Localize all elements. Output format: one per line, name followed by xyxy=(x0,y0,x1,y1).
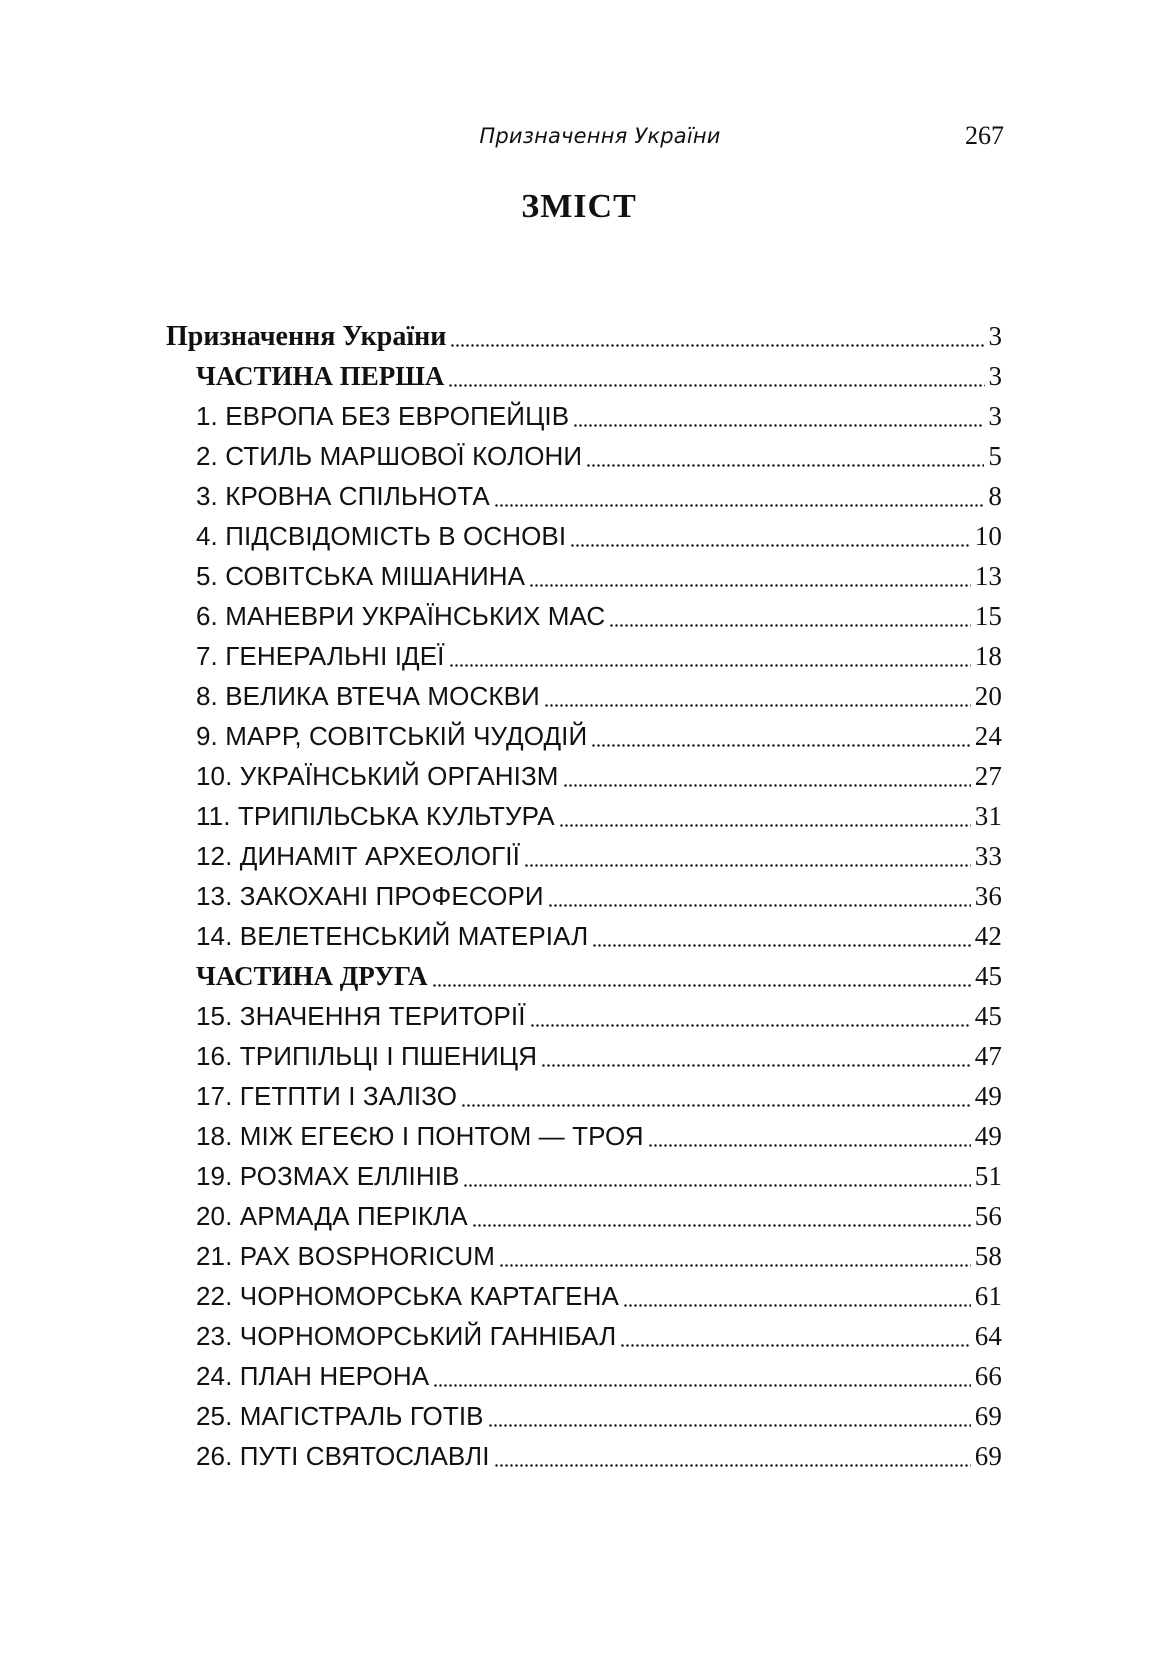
toc-entry-part[interactable] xyxy=(166,356,1002,396)
toc-entry-title: 2. СТИЛЬ МАРШОВОЇ КОЛОНИ xyxy=(196,441,583,471)
dot-leader xyxy=(648,1141,971,1149)
toc-entry-page-number: 3 xyxy=(988,361,1002,391)
dot-leader xyxy=(570,541,971,549)
toc-entry-title: 21. PAX BOSPHORICUM xyxy=(196,1241,496,1271)
toc-entry-title: 7. ГЕНЕРАЛЬНІ ІДЕЇ xyxy=(196,641,445,671)
toc-entry-page-number: 36 xyxy=(974,881,1002,911)
toc-entry-chapter[interactable] xyxy=(166,916,1002,956)
toc-entry-title: 17. ГЕТПТИ І ЗАЛІЗО xyxy=(196,1081,458,1111)
toc-entry-page-number: 31 xyxy=(974,801,1002,831)
toc-entry-title: 24. ПЛАН НЕРОНА xyxy=(196,1361,430,1391)
dot-leader xyxy=(529,581,971,589)
toc-entry-page-number: 45 xyxy=(975,961,1002,991)
dot-leader xyxy=(463,1181,970,1189)
toc-entry-title: 16. ТРИПІЛЬЦІ І ПШЕНИЦЯ xyxy=(196,1041,538,1071)
toc-entry-chapter[interactable] xyxy=(166,1196,1002,1236)
dot-leader xyxy=(541,1061,971,1069)
toc-entry-title: 20. АРМАДА ПЕРІКЛА xyxy=(196,1201,468,1231)
toc-entry-page-number: 49 xyxy=(974,1121,1002,1151)
toc-entry-page-number: 13 xyxy=(974,561,1002,591)
toc-entry-title: 25. МАГІСТРАЛЬ ГОТІВ xyxy=(196,1401,484,1431)
toc-entry-top[interactable] xyxy=(166,316,1002,356)
toc-entry-chapter[interactable] xyxy=(166,996,1002,1036)
toc-entry-chapter[interactable] xyxy=(166,1316,1002,1356)
toc-entry-chapter[interactable] xyxy=(166,396,1002,436)
toc-entry-chapter[interactable] xyxy=(166,1236,1002,1276)
toc-entry-title: 3. КРОВНА СПІЛЬНОТА xyxy=(196,481,490,511)
table-of-contents xyxy=(166,316,1002,1476)
toc-entry-title: 12. ДИНАМІТ АРХЕОЛОГІЇ xyxy=(196,841,520,871)
toc-entry-title: 19. РОЗМАХ ЕЛЛІНІВ xyxy=(196,1161,460,1191)
dot-leader xyxy=(623,1301,971,1309)
toc-entry-title: 23. ЧОРНОМОРСЬКИЙ ГАННІБАЛ xyxy=(196,1321,617,1351)
running-title: Призначення України xyxy=(479,124,721,148)
dot-leader xyxy=(432,981,971,989)
toc-entry-chapter[interactable] xyxy=(166,1276,1002,1316)
toc-entry-chapter[interactable] xyxy=(166,836,1002,876)
dot-leader xyxy=(548,901,971,909)
toc-entry-chapter[interactable] xyxy=(166,1396,1002,1436)
toc-entry-title: 14. ВЕЛЕТЕНСЬКИЙ МАТЕРІАЛ xyxy=(196,921,589,951)
toc-entry-page-number: 47 xyxy=(974,1041,1002,1071)
toc-entry-title: 9. МАРР, СОВІТСЬКІЙ ЧУДОДІЙ xyxy=(196,721,588,751)
toc-entry-title: 15. ЗНАЧЕННЯ ТЕРИТОРІЇ xyxy=(196,1001,526,1031)
toc-entry-page-number: 58 xyxy=(974,1241,1002,1271)
toc-entry-page-number: 64 xyxy=(974,1321,1002,1351)
toc-entry-page-number: 61 xyxy=(974,1281,1002,1311)
toc-entry-chapter[interactable] xyxy=(166,1076,1002,1116)
toc-entry-chapter[interactable] xyxy=(166,596,1002,636)
dot-leader xyxy=(563,781,971,789)
dot-leader xyxy=(573,421,984,429)
toc-entry-chapter[interactable] xyxy=(166,1036,1002,1076)
toc-entry-chapter[interactable] xyxy=(166,876,1002,916)
toc-entry-page-number: 42 xyxy=(974,921,1002,951)
dot-leader xyxy=(494,1461,971,1469)
toc-entry-title: 26. ПУТІ СВЯТОСЛАВЛІ xyxy=(196,1441,490,1471)
toc-entry-title: 4. ПІДСВІДОМІСТЬ В ОСНОВІ xyxy=(196,521,567,551)
toc-entry-title: 18. МІЖ ЕГЕЄЮ І ПОНТОМ — ТРОЯ xyxy=(196,1121,644,1151)
toc-entry-chapter[interactable] xyxy=(166,796,1002,836)
toc-entry-page-number: 24 xyxy=(974,721,1002,751)
dot-leader xyxy=(448,381,984,389)
toc-entry-title: 22. ЧОРНОМОРСЬКА КАРТАГЕНА xyxy=(196,1281,619,1311)
dot-leader xyxy=(499,1261,971,1269)
dot-leader xyxy=(488,1421,971,1429)
toc-entry-chapter[interactable] xyxy=(166,676,1002,716)
toc-entry-page-number: 69 xyxy=(974,1401,1002,1431)
toc-entry-page-number: 18 xyxy=(974,641,1002,671)
toc-entry-title: 11. ТРИПІЛЬСЬКА КУЛЬТУРА xyxy=(196,801,555,831)
dot-leader xyxy=(449,661,971,669)
toc-entry-chapter[interactable] xyxy=(166,1356,1002,1396)
dot-leader xyxy=(524,861,971,869)
toc-entry-title: 10. УКРАЇНСЬКИЙ ОРГАНІЗМ xyxy=(196,761,559,791)
toc-entry-title: 5. СОВІТСЬКА МІШАНИНА xyxy=(196,561,526,591)
toc-entry-page-number: 49 xyxy=(974,1081,1002,1111)
toc-entry-page-number: 27 xyxy=(974,761,1002,791)
toc-entry-chapter[interactable] xyxy=(166,1116,1002,1156)
dot-leader xyxy=(544,701,971,709)
toc-entry-title: ЧАСТИНА ДРУГА xyxy=(196,961,428,991)
toc-entry-page-number: 3 xyxy=(988,401,1002,431)
dot-leader xyxy=(433,1381,971,1389)
page-number: 267 xyxy=(965,121,1004,150)
toc-entry-chapter[interactable] xyxy=(166,756,1002,796)
toc-entry-chapter[interactable] xyxy=(166,716,1002,756)
toc-entry-chapter[interactable] xyxy=(166,516,1002,556)
toc-entry-page-number: 3 xyxy=(988,321,1002,351)
dot-leader xyxy=(461,1101,971,1109)
toc-entry-title: ЧАСТИНА ПЕРША xyxy=(196,361,445,391)
dot-leader xyxy=(586,461,984,469)
toc-entry-page-number: 33 xyxy=(974,841,1002,871)
toc-entry-page-number: 56 xyxy=(974,1201,1002,1231)
toc-entry-title: 8. ВЕЛИКА ВТЕЧА МОСКВИ xyxy=(196,681,540,711)
dot-leader xyxy=(592,941,971,949)
toc-entry-title: Призначення України xyxy=(166,321,447,352)
toc-entry-page-number: 5 xyxy=(988,441,1002,471)
page-title: ЗМІСТ xyxy=(521,188,637,225)
toc-entry-page-number: 45 xyxy=(974,1001,1002,1031)
dot-leader xyxy=(494,501,985,509)
toc-entry-title: 1. ЕВРОПА БЕЗ ЕВРОПЕЙЦІВ xyxy=(196,401,570,431)
dot-leader xyxy=(450,341,984,349)
toc-entry-page-number: 15 xyxy=(974,601,1002,631)
toc-entry-page-number: 66 xyxy=(974,1361,1002,1391)
dot-leader xyxy=(620,1341,970,1349)
dot-leader xyxy=(609,621,971,629)
running-header xyxy=(196,118,1004,154)
toc-entry-page-number: 10 xyxy=(974,521,1002,551)
dot-leader xyxy=(472,1221,971,1229)
toc-entry-chapter[interactable] xyxy=(166,476,1002,516)
toc-entry-chapter[interactable] xyxy=(166,436,1002,476)
toc-entry-chapter[interactable] xyxy=(166,556,1002,596)
toc-entry-chapter[interactable] xyxy=(166,636,1002,676)
toc-entry-page-number: 69 xyxy=(974,1441,1002,1471)
toc-entry-title: 6. МАНЕВРИ УКРАЇНСЬКИХ МАС xyxy=(196,601,606,631)
toc-entry-part[interactable] xyxy=(166,956,1002,996)
toc-entry-chapter[interactable] xyxy=(166,1436,1002,1476)
toc-entry-page-number: 20 xyxy=(974,681,1002,711)
toc-entry-page-number: 51 xyxy=(974,1161,1002,1191)
toc-entry-page-number: 8 xyxy=(988,481,1002,511)
toc-entry-title: 13. ЗАКОХАНІ ПРОФЕСОРИ xyxy=(196,881,544,911)
dot-leader xyxy=(591,741,971,749)
toc-entry-chapter[interactable] xyxy=(166,1156,1002,1196)
dot-leader xyxy=(559,821,971,829)
dot-leader xyxy=(530,1021,971,1029)
